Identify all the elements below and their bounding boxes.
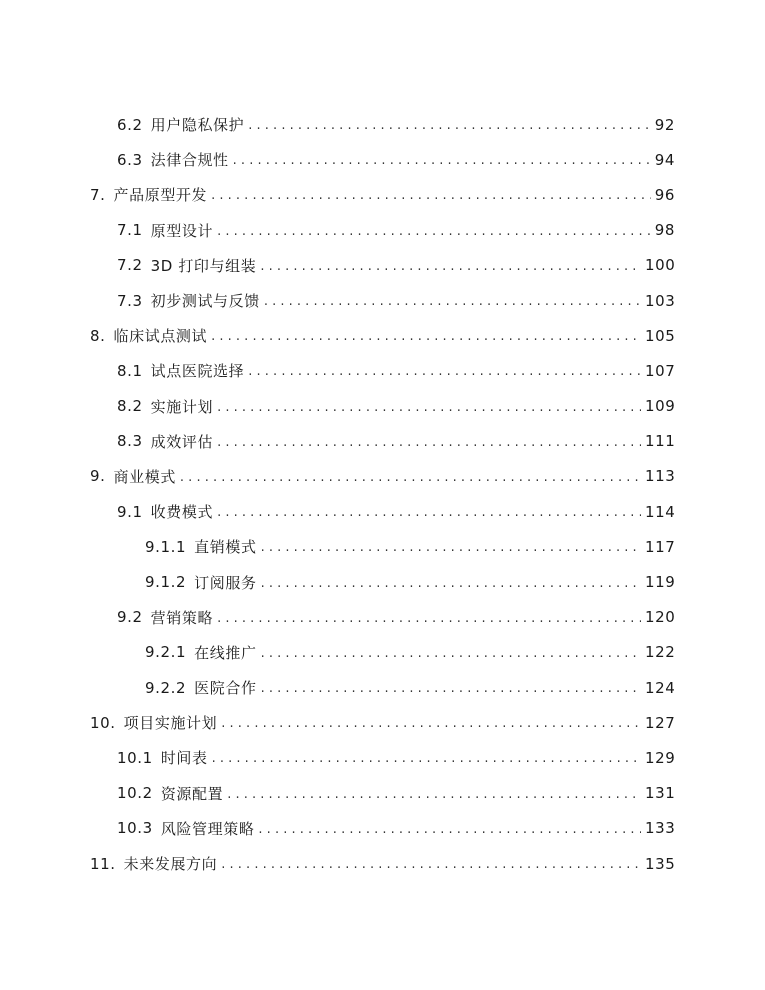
toc-number: 9. bbox=[90, 467, 106, 486]
toc-entry[interactable] bbox=[0, 740, 675, 775]
toc-number: 10.3 bbox=[117, 819, 153, 838]
toc-number: 6.2 bbox=[117, 115, 143, 134]
toc-entry[interactable] bbox=[0, 213, 675, 248]
toc-entry[interactable] bbox=[0, 811, 675, 846]
toc-page-number: 105 bbox=[645, 326, 676, 345]
toc-entry[interactable] bbox=[0, 424, 675, 459]
toc-page-number: 94 bbox=[654, 150, 675, 169]
toc-entry[interactable] bbox=[0, 318, 675, 353]
dot-leader bbox=[212, 751, 641, 766]
dot-leader bbox=[233, 153, 651, 168]
toc-page-number: 129 bbox=[645, 748, 676, 767]
toc-title: 试点医院选择 bbox=[150, 362, 245, 381]
toc-page-number: 119 bbox=[645, 573, 676, 592]
toc-title: 3D 打印与组装 bbox=[150, 256, 257, 275]
toc-title: 原型设计 bbox=[150, 221, 214, 240]
dot-leader bbox=[221, 857, 641, 872]
toc-entry[interactable] bbox=[0, 248, 675, 283]
toc-number: 9.1.2 bbox=[145, 573, 187, 592]
dot-leader bbox=[261, 681, 641, 696]
toc-entry[interactable] bbox=[0, 177, 675, 212]
toc-title: 法律合规性 bbox=[150, 151, 229, 170]
dot-leader bbox=[261, 646, 641, 661]
toc-title: 订阅服务 bbox=[194, 573, 257, 592]
toc-title: 成效评估 bbox=[150, 432, 214, 451]
toc-title: 项目实施计划 bbox=[123, 714, 218, 733]
dot-leader bbox=[217, 505, 641, 520]
toc-number: 9.1 bbox=[117, 502, 143, 521]
toc-page-number: 103 bbox=[645, 291, 676, 310]
dot-leader bbox=[217, 611, 641, 626]
toc-title: 时间表 bbox=[160, 749, 208, 768]
toc-number: 7. bbox=[90, 185, 106, 204]
dot-leader bbox=[221, 716, 641, 731]
dot-leader bbox=[217, 224, 651, 239]
toc-page-number: 111 bbox=[645, 432, 676, 451]
dot-leader bbox=[211, 329, 641, 344]
toc-number: 7.2 bbox=[117, 256, 143, 275]
toc-number: 8. bbox=[90, 326, 106, 345]
toc-entry[interactable] bbox=[0, 353, 675, 388]
dot-leader bbox=[248, 118, 650, 133]
toc-entry[interactable] bbox=[0, 142, 675, 177]
toc-title: 医院合作 bbox=[194, 679, 257, 698]
toc-entry[interactable] bbox=[0, 564, 675, 599]
toc-number: 9.2 bbox=[117, 608, 143, 627]
toc-title: 营销策略 bbox=[150, 608, 214, 627]
toc-entry[interactable] bbox=[0, 776, 675, 811]
toc-entry[interactable] bbox=[0, 635, 675, 670]
toc-page-number: 113 bbox=[645, 467, 676, 486]
toc-number: 10.1 bbox=[117, 748, 153, 767]
toc-title: 产品原型开发 bbox=[113, 186, 208, 205]
dot-leader bbox=[248, 364, 641, 379]
toc-title: 直销模式 bbox=[194, 538, 257, 557]
toc-page-number: 133 bbox=[645, 819, 676, 838]
toc-page-number: 120 bbox=[645, 608, 676, 627]
toc-number: 7.1 bbox=[117, 221, 143, 240]
toc-page-number: 135 bbox=[645, 854, 676, 873]
dot-leader bbox=[227, 787, 641, 802]
toc-title: 用户隐私保护 bbox=[150, 116, 245, 135]
toc-number: 7.3 bbox=[117, 291, 143, 310]
toc-title: 资源配置 bbox=[160, 784, 224, 803]
toc-entry[interactable] bbox=[0, 846, 675, 881]
dot-leader bbox=[258, 822, 641, 837]
toc-page-number: 92 bbox=[654, 115, 675, 134]
toc-page-number: 100 bbox=[645, 256, 676, 275]
toc-page-number: 117 bbox=[645, 537, 676, 556]
toc-number: 9.1.1 bbox=[145, 537, 187, 556]
toc-entry[interactable] bbox=[0, 529, 675, 564]
dot-leader bbox=[260, 259, 641, 274]
toc-entry[interactable] bbox=[0, 283, 675, 318]
dot-leader bbox=[261, 540, 641, 555]
toc-page-number: 122 bbox=[645, 643, 676, 662]
dot-leader bbox=[217, 435, 641, 450]
toc-number: 11. bbox=[90, 854, 116, 873]
toc-number: 10. bbox=[90, 713, 116, 732]
dot-leader bbox=[180, 470, 641, 485]
dot-leader bbox=[217, 400, 641, 415]
toc-entry[interactable] bbox=[0, 600, 675, 635]
toc-title: 未来发展方向 bbox=[123, 855, 218, 874]
toc-title: 风险管理策略 bbox=[160, 819, 255, 838]
toc-number: 8.2 bbox=[117, 397, 143, 416]
toc-page-number: 98 bbox=[654, 221, 675, 240]
dot-leader bbox=[211, 188, 651, 203]
toc-entry[interactable] bbox=[0, 670, 675, 705]
toc-number: 9.2.2 bbox=[145, 678, 187, 697]
toc-title: 在线推广 bbox=[194, 643, 257, 662]
dot-leader bbox=[264, 294, 641, 309]
toc-number: 8.1 bbox=[117, 361, 143, 380]
toc-entry[interactable] bbox=[0, 494, 675, 529]
toc-page-number: 124 bbox=[645, 678, 676, 697]
toc-entry[interactable] bbox=[0, 107, 675, 142]
toc-title: 初步测试与反馈 bbox=[150, 292, 260, 311]
toc-title: 实施计划 bbox=[150, 397, 214, 416]
dot-leader bbox=[261, 576, 641, 591]
toc-page-number: 114 bbox=[645, 502, 676, 521]
toc-entry[interactable] bbox=[0, 459, 675, 494]
toc-page-number: 109 bbox=[645, 397, 676, 416]
toc-page-number: 107 bbox=[645, 361, 676, 380]
toc-entry[interactable] bbox=[0, 705, 675, 740]
toc-title: 商业模式 bbox=[113, 467, 176, 486]
toc-page-number: 96 bbox=[654, 185, 675, 204]
toc-entry[interactable] bbox=[0, 389, 675, 424]
toc-number: 10.2 bbox=[117, 784, 153, 803]
toc-number: 8.3 bbox=[117, 432, 143, 451]
toc-page-number: 127 bbox=[645, 713, 676, 732]
toc-number: 9.2.1 bbox=[145, 643, 187, 662]
toc-number: 6.3 bbox=[117, 150, 143, 169]
table-of-contents bbox=[0, 107, 765, 881]
toc-title: 临床试点测试 bbox=[113, 327, 208, 346]
toc-page-number: 131 bbox=[645, 784, 676, 803]
toc-title: 收费模式 bbox=[150, 503, 214, 522]
